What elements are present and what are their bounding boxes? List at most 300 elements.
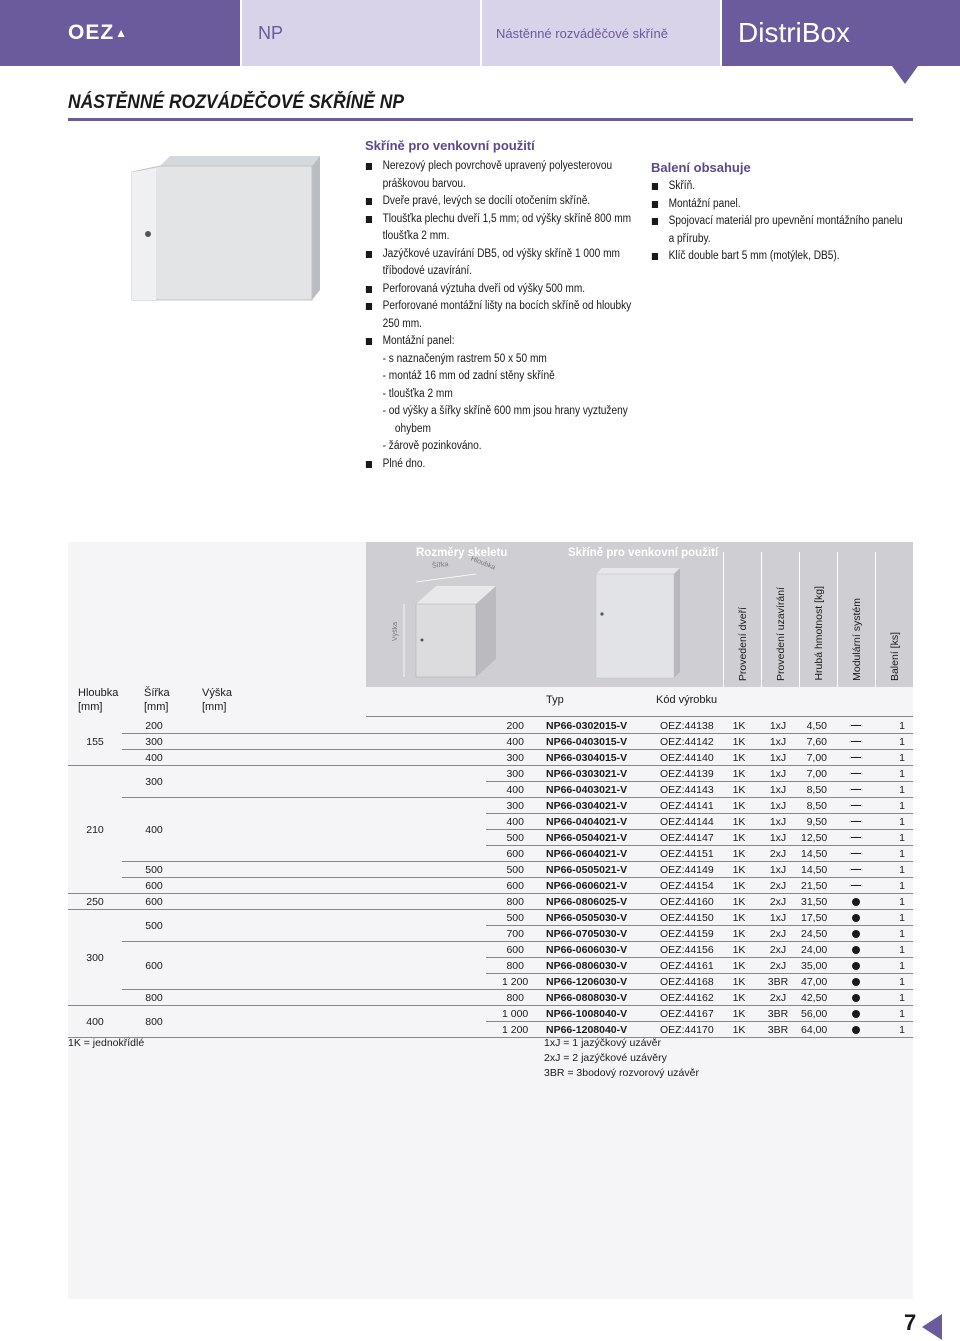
height-cell: 400 <box>506 816 524 828</box>
row-divider <box>486 941 913 942</box>
modular-no-icon <box>851 837 861 838</box>
modular-no-icon <box>851 869 861 870</box>
modular-no-icon <box>851 741 861 742</box>
features-item: tříbodové uzavírání. <box>382 265 473 277</box>
top-banner <box>0 0 960 66</box>
modular-cell <box>845 766 867 782</box>
depth-group-cell: 400 <box>86 1016 104 1028</box>
height-cell: 300 <box>506 752 524 764</box>
weight-cell: 14,50 <box>801 864 828 876</box>
type-cell: NP66-0604021-V <box>546 848 628 860</box>
row-divider <box>486 765 913 766</box>
doors-col-header: Provedení dveří <box>736 606 749 681</box>
pack-cell: 1 <box>899 1008 905 1020</box>
type-cell: NP66-0304021-V <box>546 800 628 812</box>
modular-col <box>837 552 875 687</box>
height-cell: 300 <box>506 800 524 812</box>
legend-3br: 3BR = 3bodový rozvorový uzávěr <box>544 1067 699 1079</box>
modular-no-icon <box>851 885 861 886</box>
lock-cell: 2xJ <box>769 944 787 956</box>
width-group-cell-divider <box>122 749 486 750</box>
width-group-cell-divider <box>122 1037 486 1038</box>
modular-cell <box>845 878 867 894</box>
height-cell: 600 <box>506 848 524 860</box>
features-item: Nerezový plech povrchově upravený polyesterovou <box>365 158 647 176</box>
pack-cell: 1 <box>899 912 905 924</box>
type-cell: NP66-0303021-V <box>546 768 628 780</box>
height-header: Výška [mm] <box>202 687 232 713</box>
code-cell: OEZ:44156 <box>660 944 714 956</box>
width-group-cell: 600 <box>145 880 163 892</box>
package-item: Spojovací materiál pro upevnění montážního panelu <box>651 213 915 231</box>
doors-cell: 1K <box>732 992 746 1004</box>
page-arrow-icon <box>922 1314 942 1340</box>
code-cell: OEZ:44161 <box>660 960 714 972</box>
modular-no-icon <box>851 757 861 758</box>
doors-cell: 1K <box>732 800 746 812</box>
code-cell: OEZ:44143 <box>660 784 714 796</box>
height-cell: 700 <box>506 928 524 940</box>
doors-cell: 1K <box>732 976 746 988</box>
features-item: Jazýčkové uzavírání DB5, od výšky skříně 1 000 mm <box>365 246 647 264</box>
modular-cell <box>845 862 867 878</box>
pack-cell: 1 <box>899 880 905 892</box>
doors-cell: 1K <box>732 720 746 732</box>
modular-cell <box>845 782 867 798</box>
type-cell: NP66-0806030-V <box>546 960 628 972</box>
logo-cell <box>0 0 240 66</box>
type-cell: NP66-0606030-V <box>546 944 628 956</box>
table-row <box>68 894 913 910</box>
code-header: Kód výrobku <box>656 694 718 706</box>
weight-cell: 7,00 <box>806 768 827 780</box>
row-divider <box>486 845 913 846</box>
weight-cell: 17,50 <box>801 912 828 924</box>
page-number: 7 <box>904 1310 917 1335</box>
modular-cell <box>845 718 867 734</box>
modular-cell <box>845 894 867 910</box>
lock-cell: 2xJ <box>769 928 787 940</box>
modular-cell <box>845 1006 867 1022</box>
table-row <box>68 782 913 798</box>
doors-cell: 1K <box>732 896 746 908</box>
modular-cell <box>845 1022 867 1038</box>
header-divider <box>366 716 913 717</box>
code-cell: OEZ:44150 <box>660 912 714 924</box>
brand-title: DistriBox <box>720 0 960 66</box>
pack-cell: 1 <box>899 736 905 748</box>
package-list <box>651 178 915 266</box>
width-group-cell: 600 <box>145 960 163 972</box>
type-cell: NP66-0404021-V <box>546 816 628 828</box>
code-cell: OEZ:44162 <box>660 992 714 1004</box>
doors-cell: 1K <box>732 1024 746 1036</box>
weight-cell: 64,00 <box>801 1024 828 1036</box>
weight-cell: 8,50 <box>806 784 827 796</box>
width-group-cell-divider <box>122 877 486 878</box>
lock-cell: 3BR <box>767 1024 789 1036</box>
features-heading: Skříně pro venkovní použití <box>365 138 535 153</box>
table-row <box>68 862 913 878</box>
modular-cell <box>845 798 867 814</box>
code-cell: OEZ:44160 <box>660 896 714 908</box>
legend-2xj: 2xJ = 2 jazýčkové uzávěry <box>544 1052 667 1064</box>
type-cell: NP66-1008040-V <box>546 1008 628 1020</box>
pack-cell: 1 <box>899 752 905 764</box>
features-item: 250 mm. <box>382 317 422 330</box>
legend-1xj: 1xJ = 1 jazýčkový uzávěr <box>544 1037 662 1049</box>
weight-cell: 35,00 <box>801 960 828 972</box>
table-row <box>68 814 913 830</box>
modular-yes-icon <box>852 946 860 954</box>
pack-cell: 1 <box>899 1024 905 1036</box>
code-cell: OEZ:44144 <box>660 816 714 828</box>
type-cell: NP66-0302015-V <box>546 720 628 732</box>
modular-cell <box>845 942 867 958</box>
row-divider <box>486 925 913 926</box>
pack-cell: 1 <box>899 784 905 796</box>
width-group-cell-divider <box>122 941 486 942</box>
width-group-cell-divider <box>122 909 486 910</box>
outdoor-cabinet-image <box>588 564 688 682</box>
height-cell: 600 <box>506 880 524 892</box>
features-item: Dveře pravé, levých se docílí otočením skříně. <box>365 193 647 211</box>
modular-yes-icon <box>852 962 860 970</box>
pack-cell: 1 <box>899 720 905 732</box>
width-group-cell: 300 <box>145 776 163 788</box>
table-row <box>68 1022 913 1038</box>
lock-col <box>761 552 799 687</box>
lock-cell: 1xJ <box>769 768 787 780</box>
table-row <box>68 750 913 766</box>
table-row <box>68 1006 913 1022</box>
code-cell: OEZ:44147 <box>660 832 714 844</box>
row-divider <box>486 957 913 958</box>
row-divider <box>486 877 913 878</box>
row-divider <box>486 797 913 798</box>
modular-yes-icon <box>852 1026 860 1034</box>
pack-col <box>875 552 913 687</box>
pack-cell: 1 <box>899 992 905 1004</box>
package-heading: Balení obsahuje <box>651 160 751 175</box>
sketch-width-label: Šířka <box>431 561 449 570</box>
pack-col-header: Balení [ks] <box>888 631 901 681</box>
weight-cell: 7,60 <box>806 736 827 748</box>
lock-cell: 1xJ <box>769 800 787 812</box>
weight-cell: 7,00 <box>806 752 827 764</box>
pack-cell: 1 <box>899 864 905 876</box>
table-row <box>68 734 913 750</box>
type-cell: NP66-0505030-V <box>546 912 628 924</box>
modular-no-icon <box>851 789 861 790</box>
modular-no-icon <box>851 725 861 726</box>
table-row <box>68 766 913 782</box>
dimensions-group-header: Rozměry skeletu <box>416 547 508 559</box>
width-group-cell-divider <box>122 893 486 894</box>
code-cell: OEZ:44141 <box>660 800 714 812</box>
table-row <box>68 798 913 814</box>
depth-group-cell: 250 <box>86 896 104 908</box>
width-group-cell: 500 <box>145 864 163 876</box>
features-item: ohybem <box>394 422 431 435</box>
code-cell: OEZ:44151 <box>660 848 714 860</box>
features-item: tloušťka 2 mm. <box>382 230 450 242</box>
oez-logo[interactable]: OEZ▲ <box>68 21 129 44</box>
lock-cell: 1xJ <box>769 864 787 876</box>
type-cell: NP66-0403015-V <box>546 736 628 748</box>
package-item: Klíč double bart 5 mm (motýlek, DB5). <box>651 248 915 266</box>
outdoor-group-header: Skříně pro venkovní použití <box>568 547 719 559</box>
modular-yes-icon <box>852 930 860 938</box>
modular-yes-icon <box>852 978 860 986</box>
lock-cell: 1xJ <box>769 832 787 844</box>
doors-cell: 1K <box>732 768 746 780</box>
code-cell: OEZ:44168 <box>660 976 714 988</box>
features-item: Tloušťka plechu dveří 1,5 mm; od výšky skříně 800 mm <box>365 211 647 229</box>
pack-cell: 1 <box>899 800 905 812</box>
modular-cell <box>845 734 867 750</box>
dimension-sketch <box>396 564 506 682</box>
features-item: práškovou barvou. <box>382 177 466 190</box>
type-cell: NP66-0304015-V <box>546 752 628 764</box>
depth-group-cell: 210 <box>86 824 104 836</box>
section-label: NP <box>240 0 480 66</box>
width-group-cell-divider <box>122 989 486 990</box>
row-divider <box>486 749 913 750</box>
width-group-cell: 800 <box>145 1016 163 1028</box>
width-group-cell-divider <box>122 797 486 798</box>
height-cell: 800 <box>506 992 524 1004</box>
product-table <box>68 542 913 1299</box>
doors-cell: 1K <box>732 736 746 748</box>
row-divider <box>486 813 913 814</box>
row-divider <box>486 1021 913 1022</box>
lock-cell: 3BR <box>767 976 789 988</box>
features-item: - žárově pozinkováno. <box>382 440 482 452</box>
package-item: Skříň. <box>651 178 915 196</box>
title-divider <box>68 118 913 121</box>
package-item: Montážní panel. <box>651 196 915 214</box>
width-group-cell-divider <box>122 861 486 862</box>
row-divider <box>486 989 913 990</box>
modular-cell <box>845 910 867 926</box>
table-row <box>68 846 913 862</box>
height-cell: 500 <box>506 832 524 844</box>
width-group-cell-divider <box>122 733 486 734</box>
pack-cell: 1 <box>899 896 905 908</box>
pack-cell: 1 <box>899 928 905 940</box>
weight-cell: 14,50 <box>801 848 828 860</box>
lock-col-header: Provedení uzavírání <box>774 587 787 681</box>
depth-header: Hloubka [mm] <box>78 687 119 713</box>
features-item: Plné dno. <box>365 456 647 474</box>
doors-cell: 1K <box>732 816 746 828</box>
code-cell: OEZ:44170 <box>660 1024 714 1036</box>
depth-group-cell: 300 <box>86 952 104 964</box>
modular-no-icon <box>851 805 861 806</box>
pack-cell: 1 <box>899 848 905 860</box>
doors-cell: 1K <box>732 960 746 972</box>
modular-cell <box>845 830 867 846</box>
weight-cell: 47,00 <box>801 976 828 988</box>
pack-cell: 1 <box>899 816 905 828</box>
code-cell: OEZ:44140 <box>660 752 714 764</box>
pack-cell: 1 <box>899 976 905 988</box>
weight-cell: 31,50 <box>801 896 828 908</box>
modular-col-header: Modulární systém <box>850 598 863 681</box>
row-divider <box>486 909 913 910</box>
row-divider <box>486 733 913 734</box>
weight-col <box>799 552 837 687</box>
lock-cell: 2xJ <box>769 960 787 972</box>
lock-cell: 1xJ <box>769 720 787 732</box>
table-row <box>68 990 913 1006</box>
features-item: Perforovaná výztuha dveří od výšky 500 mm. <box>365 281 647 299</box>
lock-cell: 2xJ <box>769 896 787 908</box>
width-header: Šířka [mm] <box>144 687 170 713</box>
row-divider <box>486 1005 913 1006</box>
type-header: Typ <box>546 694 564 706</box>
modular-yes-icon <box>852 898 860 906</box>
weight-cell: 24,00 <box>801 944 828 956</box>
lock-cell: 2xJ <box>769 992 787 1004</box>
type-cell: NP66-1208040-V <box>546 1024 628 1036</box>
doors-cell: 1K <box>732 944 746 956</box>
doors-cell: 1K <box>732 848 746 860</box>
features-item: - tloušťka 2 mm <box>382 387 453 400</box>
table-header-band <box>366 542 913 687</box>
width-group-cell: 500 <box>145 920 163 932</box>
table-row <box>68 878 913 894</box>
depth-group-cell: 155 <box>86 736 104 748</box>
weight-cell: 42,50 <box>801 992 828 1004</box>
height-cell: 800 <box>506 896 524 908</box>
lock-cell: 2xJ <box>769 880 787 892</box>
type-cell: NP66-0505021-V <box>546 864 628 876</box>
features-item: - s naznačeným rastrem 50 x 50 mm <box>382 352 547 365</box>
code-cell: OEZ:44142 <box>660 736 714 748</box>
width-group-cell: 200 <box>145 720 163 732</box>
weight-cell: 56,00 <box>801 1008 828 1020</box>
logo-triangle-icon: ▲ <box>115 26 129 40</box>
modular-yes-icon <box>852 914 860 922</box>
weight-col-header: Hrubá hmotnost [kg] <box>812 586 825 681</box>
height-cell: 600 <box>506 944 524 956</box>
row-divider <box>486 781 913 782</box>
modular-yes-icon <box>852 994 860 1002</box>
brand-arrow-icon <box>892 66 918 84</box>
code-cell: OEZ:44149 <box>660 864 714 876</box>
modular-cell <box>845 750 867 766</box>
door-legend: 1K = jednokřídlé <box>68 1037 145 1049</box>
height-cell: 300 <box>506 768 524 780</box>
sketch-height-label: Výška <box>392 622 399 642</box>
weight-cell: 8,50 <box>806 800 827 812</box>
width-group-cell: 400 <box>145 752 163 764</box>
table-row <box>68 926 913 942</box>
features-item: - od výšky a šířky skříně 600 mm jsou hrany vyztuženy <box>382 405 628 417</box>
lock-cell: 3BR <box>767 1008 789 1020</box>
height-cell: 1 000 <box>502 1008 529 1020</box>
weight-cell: 4,50 <box>806 720 827 732</box>
row-divider <box>486 861 913 862</box>
width-group-cell: 400 <box>145 824 163 836</box>
weight-cell: 12,50 <box>801 832 828 844</box>
code-cell: OEZ:44139 <box>660 768 714 780</box>
type-cell: NP66-0806025-V <box>546 896 628 908</box>
width-group-cell: 600 <box>145 896 163 908</box>
features-list <box>365 158 647 473</box>
doors-cell: 1K <box>732 912 746 924</box>
weight-cell: 21,50 <box>801 880 828 892</box>
height-cell: 400 <box>506 784 524 796</box>
row-divider <box>486 893 913 894</box>
pack-cell: 1 <box>899 960 905 972</box>
lock-cell: 2xJ <box>769 848 787 860</box>
lock-cell: 1xJ <box>769 784 787 796</box>
height-cell: 1 200 <box>502 976 529 988</box>
features-item: Montážní panel: <box>365 333 647 351</box>
height-cell: 500 <box>506 864 524 876</box>
height-cell: 200 <box>506 720 524 732</box>
height-cell: 400 <box>506 736 524 748</box>
width-group-cell: 300 <box>145 736 163 748</box>
modular-cell <box>845 974 867 990</box>
code-cell: OEZ:44138 <box>660 720 714 732</box>
lock-legend <box>544 1036 699 1081</box>
lock-cell: 1xJ <box>769 912 787 924</box>
lock-cell: 1xJ <box>769 736 787 748</box>
features-item: - montáž 16 mm od zadní stěny skříně <box>382 370 555 382</box>
type-cell: NP66-0808030-V <box>546 992 628 1004</box>
row-divider <box>486 973 913 974</box>
type-cell: NP66-1206030-V <box>546 976 628 988</box>
pack-cell: 1 <box>899 944 905 956</box>
table-row <box>68 830 913 846</box>
height-cell: 1 200 <box>502 1024 529 1036</box>
width-group-cell-divider <box>122 1005 486 1006</box>
weight-cell: 9,50 <box>806 816 827 828</box>
type-cell: NP66-0606021-V <box>546 880 628 892</box>
table-row <box>68 718 913 734</box>
doors-cell: 1K <box>732 1008 746 1020</box>
pack-cell: 1 <box>899 768 905 780</box>
code-cell: OEZ:44159 <box>660 928 714 940</box>
code-cell: OEZ:44154 <box>660 880 714 892</box>
modular-cell <box>845 958 867 974</box>
modular-cell <box>845 846 867 862</box>
table-row <box>68 974 913 990</box>
code-cell: OEZ:44167 <box>660 1008 714 1020</box>
width-group-cell-divider <box>122 765 486 766</box>
type-cell: NP66-0504021-V <box>546 832 628 844</box>
table-row <box>68 958 913 974</box>
weight-cell: 24,50 <box>801 928 828 940</box>
modular-no-icon <box>851 853 861 854</box>
sketch-depth-label: Hloubka <box>469 555 497 572</box>
row-divider <box>486 829 913 830</box>
doors-cell: 1K <box>732 864 746 876</box>
cabinet-image <box>130 148 330 308</box>
doors-cell: 1K <box>732 832 746 844</box>
doors-cell: 1K <box>732 880 746 892</box>
height-cell: 500 <box>506 912 524 924</box>
modular-cell <box>845 990 867 1006</box>
modular-cell <box>845 926 867 942</box>
doors-cell: 1K <box>732 752 746 764</box>
features-item: Perforované montážní lišty na bocích skříně od hloubky <box>365 298 647 316</box>
table-row <box>68 942 913 958</box>
